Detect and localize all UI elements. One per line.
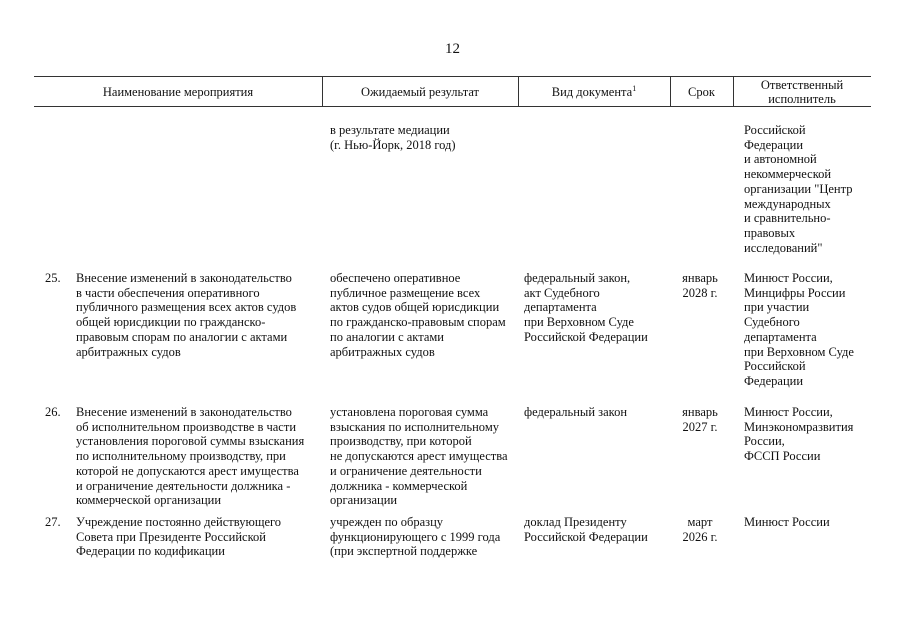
row-responsible: Минюст России <box>744 515 830 529</box>
header-doc <box>518 85 670 99</box>
row-name: Внесение изменений в законодательство в части обеспечения оперативного публичного размещения всех актов судов общей юрисдикции по гражданско- правовым спорам по аналогии с актами арбитражных судов <box>76 271 297 359</box>
header-result: Ожидаемый результат <box>360 85 480 99</box>
row-responsible: Российской Федерации и автономной некоммерческой организации "Центр международных и сравнительно- правовых исследований" <box>744 123 853 255</box>
row-term: январь 2027 г. <box>682 405 718 434</box>
row-result: установлена пороговая сумма взыскания по исполнительному производству, при которой не допускаются арест имущества и ограничение деятельности должника - коммерческой организации <box>330 405 508 508</box>
table-header-bottom-border <box>34 106 871 107</box>
row-result: в результате медиации (г. Нью-Йорк, 2018 год) <box>330 123 456 152</box>
row-result: обеспечено оперативное публичное размещение всех актов судов общей юрисдикции по гражданско-правовым спорам по аналогии с актами арбитражных судов <box>330 271 506 359</box>
header-doc-label: Вид документа <box>551 85 633 99</box>
row-name: Учреждение постоянно действующего Совета при Президенте Российской Федерации по кодификации <box>76 515 282 559</box>
row-responsible: Минюст России, Минцифры России при участии Судебного департамента при Верховном Суде Российской Федерации <box>744 271 854 388</box>
header-responsible: Ответственный исполнитель <box>760 78 844 106</box>
row-term: март 2026 г. <box>682 515 718 544</box>
row-responsible: Минюст России, Минэкономразвития России, ФССП России <box>744 405 854 464</box>
header-term: Срок <box>688 85 715 99</box>
row-doc: федеральный закон <box>524 405 628 419</box>
row-doc: доклад Президенту Российской Федерации <box>524 515 648 544</box>
header-name: Наименование мероприятия <box>102 85 254 99</box>
header-doc-footnote: 1 <box>632 83 637 93</box>
table-header-top-border <box>34 76 871 77</box>
row-number: 25. <box>45 271 61 285</box>
row-name: Внесение изменений в законодательство об исполнительном производстве в части установления пороговой суммы взыскания по исполнительному производству, при которой не допускаются арест имущества и ограничение деятельности должника - коммерческой организации <box>76 405 305 508</box>
row-term: январь 2028 г. <box>682 271 718 300</box>
row-number: 26. <box>45 405 61 419</box>
row-result: учрежден по образцу функционирующего с 1999 года (при экспертной поддержке <box>330 515 501 559</box>
row-doc: федеральный закон, акт Судебного департамента при Верховном Суде Российской Федерации <box>524 271 648 344</box>
row-number: 27. <box>45 515 61 529</box>
page-number: 12 <box>445 41 460 57</box>
